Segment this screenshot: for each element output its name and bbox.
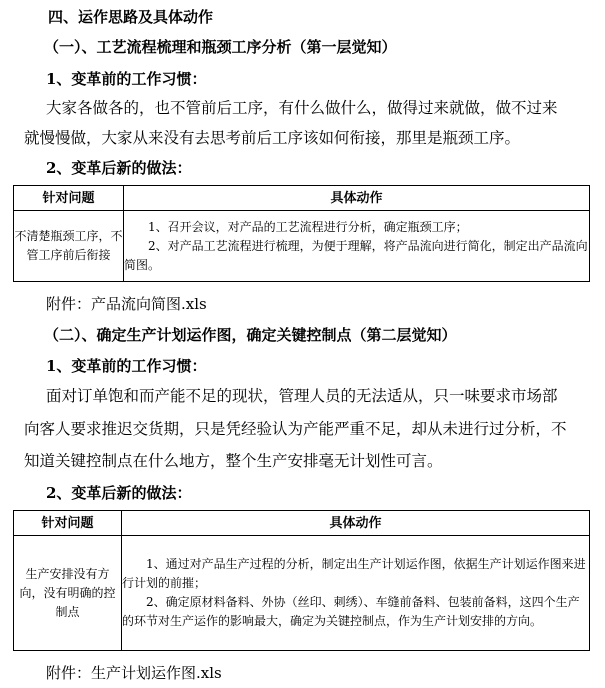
header-action: 具体动作 (122, 511, 590, 536)
action-item: 1、召开会议，对产品的工艺流程进行分析，确定瓶颈工序； (148, 219, 468, 234)
part1-before-heading: 1、变革前的工作习惯： (46, 70, 207, 88)
part2-action-table (13, 510, 590, 651)
issue-cell: 生产安排没有方向，没有明确的控制点 (14, 536, 122, 651)
table-row (14, 536, 590, 651)
issue-cell: 不清楚瓶颈工序，不管工序前后衔接 (14, 211, 124, 282)
actions-cell (122, 536, 590, 651)
part1-title: （一）、工艺流程梳理和瓶颈工序分析（第一层觉知） (44, 38, 397, 56)
action-item: 1、通过对产品生产过程的分析，制定出生产计划运作图，依据生产计划运作图来进行计划的前摧； (122, 557, 586, 590)
part2-after-heading: 2、变革后新的做法： (46, 484, 192, 502)
part2-title: （二）、确定生产计划运作图，确定关键控制点（第二层觉知） (44, 326, 457, 344)
header-issue: 针对问题 (14, 511, 122, 536)
table-header-row (14, 511, 590, 536)
action-item: 2、确定原材料备料、外协（丝印、刺绣）、车缝前备料、包装前备料，这四个生产的环节对生产运作的影响最大，确定为关键控制点，作为生产计划安排的方向。 (122, 595, 580, 628)
part2-before-text-line: 面对订单饱和而产能不足的现状，管理人员的无法适从，只一味要求市场部 (46, 387, 558, 405)
part2-before-text-line: 向客人要求推迟交货期，只是凭经验认为产能严重不足，却从未进行过分析，不 (24, 420, 567, 438)
part1-before-text-line: 就慢慢做，大家从来没有去思考前后工序该如何衔接，那里是瓶颈工序。 (24, 129, 521, 147)
table-row (14, 211, 590, 282)
part1-action-table (13, 185, 590, 282)
part2-before-text-line: 知道关键控制点在什么地方，整个生产安排毫无计划性可言。 (24, 452, 443, 470)
section-title: 四、运作思路及具体动作 (48, 8, 214, 26)
part1-after-heading: 2、变革后新的做法： (46, 159, 192, 177)
part2-attachment: 附件：生产计划运作图.xls (46, 664, 222, 682)
action-item: 2、对产品工艺流程进行梳理，为便于理解，将产品流向进行简化，制定出产品流向简图。 (124, 238, 588, 272)
part2-before-heading: 1、变革前的工作习惯： (46, 357, 207, 375)
header-action: 具体动作 (124, 186, 590, 211)
part1-before-text-line: 大家各做各的，也不管前后工序，有什么做什么，做得过来就做，做不过来 (46, 99, 558, 117)
table-header-row (14, 186, 590, 211)
actions-cell (124, 211, 590, 282)
header-issue: 针对问题 (14, 186, 124, 211)
part1-attachment: 附件：产品流向简图.xls (46, 295, 207, 313)
